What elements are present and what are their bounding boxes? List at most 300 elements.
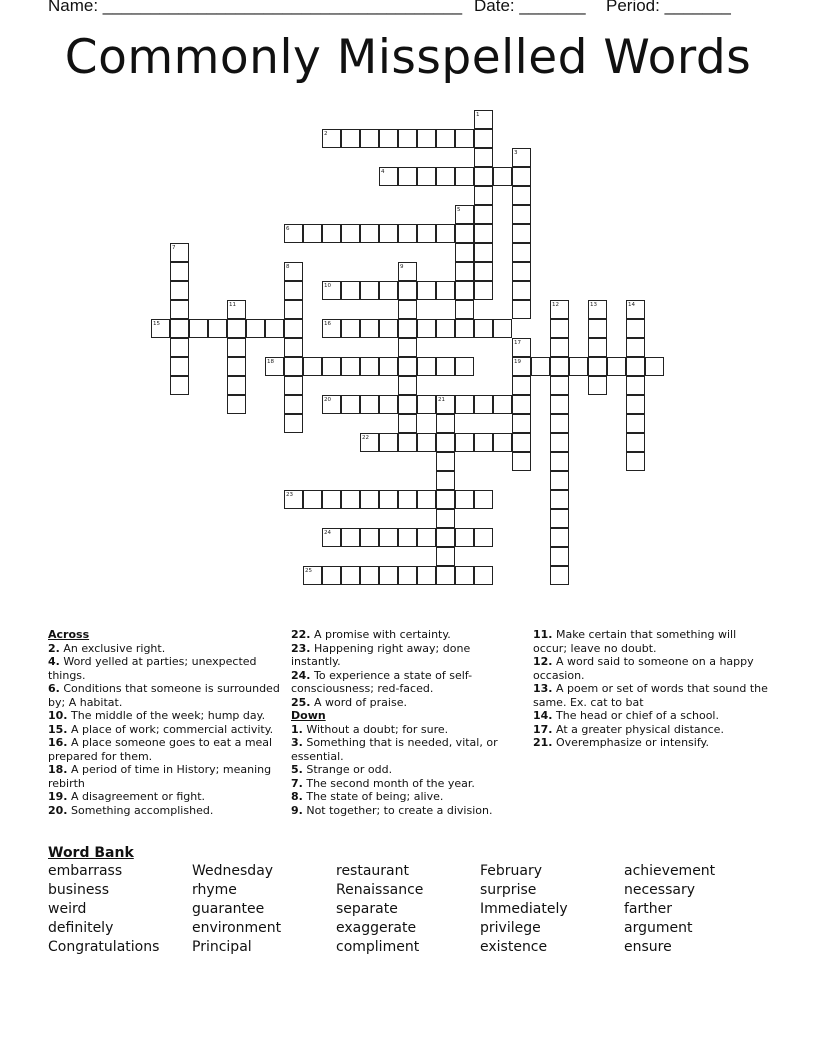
- clue: [291, 790, 521, 804]
- name-field[interactable]: Name: ______________________________________: [48, 0, 463, 15]
- grid-cell[interactable]: [436, 281, 455, 300]
- clue-number: 11: [229, 302, 236, 308]
- grid-cell[interactable]: [398, 167, 417, 186]
- grid-cell[interactable]: [512, 376, 531, 395]
- word-bank-word: achievement: [624, 863, 716, 879]
- grid-cell[interactable]: [550, 566, 569, 585]
- grid-cell[interactable]: [512, 224, 531, 243]
- clue: [533, 628, 769, 655]
- clue-number: 21: [438, 397, 445, 403]
- clue-number-label: 11.: [533, 628, 553, 641]
- grid-cell[interactable]: [550, 395, 569, 414]
- grid-cell[interactable]: [398, 433, 417, 452]
- clue-number-label: 18.: [48, 763, 68, 776]
- grid-cell[interactable]: [284, 395, 303, 414]
- grid-cell[interactable]: [474, 566, 493, 585]
- clue: [533, 736, 769, 750]
- clue-text: Make certain that something will occur; leave no doubt.: [533, 628, 737, 655]
- grid-cell[interactable]: [455, 281, 474, 300]
- grid-cell[interactable]: [626, 433, 645, 452]
- grid-cell[interactable]: [360, 281, 379, 300]
- grid-cell[interactable]: [626, 452, 645, 471]
- grid-cell[interactable]: [436, 319, 455, 338]
- clue-text: Something accomplished.: [71, 803, 214, 817]
- grid-cell[interactable]: [512, 205, 531, 224]
- clue-number-label: 13.: [533, 682, 553, 695]
- grid-cell[interactable]: [588, 376, 607, 395]
- word-bank-word: compliment: [336, 939, 420, 955]
- clue-number: 8: [286, 264, 290, 270]
- grid-cell[interactable]: [417, 281, 436, 300]
- grid-cell[interactable]: [284, 281, 303, 300]
- grid-cell[interactable]: [379, 490, 398, 509]
- grid-cell[interactable]: [436, 509, 455, 528]
- grid-cell[interactable]: [322, 490, 341, 509]
- clue-number-label: 6.: [48, 682, 60, 695]
- grid-cell[interactable]: [227, 376, 246, 395]
- word-bank-word: February: [480, 863, 543, 879]
- clue-text: The head or chief of a school.: [556, 709, 719, 722]
- grid-cell[interactable]: [398, 129, 417, 148]
- grid-cell[interactable]: [436, 471, 455, 490]
- grid-cell[interactable]: [360, 357, 379, 376]
- grid-cell[interactable]: [417, 566, 436, 585]
- grid-cell[interactable]: [322, 224, 341, 243]
- grid-cell[interactable]: [360, 395, 379, 414]
- grid-cell[interactable]: [626, 357, 645, 376]
- grid-cell[interactable]: [398, 357, 417, 376]
- grid-cell[interactable]: [550, 490, 569, 509]
- clue-number: 24: [324, 530, 331, 536]
- clue-text: A word said to someone on a happy occasion.: [533, 655, 754, 682]
- clue-number: 1: [476, 112, 480, 118]
- grid-cell[interactable]: [512, 186, 531, 205]
- grid-cell[interactable]: [588, 338, 607, 357]
- clue-text: A word of praise.: [314, 695, 407, 709]
- clue: [291, 723, 521, 737]
- clue-number-label: 24.: [291, 668, 311, 682]
- grid-cell[interactable]: [493, 319, 512, 338]
- grid-cell[interactable]: [322, 357, 341, 376]
- grid-cell[interactable]: [474, 129, 493, 148]
- clue: [48, 804, 280, 818]
- clue-text: Strange or odd.: [306, 763, 393, 776]
- clue-number: 6: [286, 226, 290, 232]
- grid-cell[interactable]: [170, 357, 189, 376]
- word-bank-word: necessary: [624, 882, 696, 898]
- clue-text: Overemphasize or intensify.: [556, 736, 709, 749]
- clue-number: 13: [590, 302, 597, 308]
- grid-cell[interactable]: [436, 490, 455, 509]
- grid-cell[interactable]: [474, 319, 493, 338]
- grid-cell[interactable]: [455, 224, 474, 243]
- clue-number-label: 17.: [533, 722, 553, 736]
- grid-cell[interactable]: [455, 528, 474, 547]
- clue-number: 4: [381, 169, 385, 175]
- grid-cell[interactable]: [436, 433, 455, 452]
- word-bank-word: surprise: [480, 882, 537, 898]
- grid-cell[interactable]: [398, 490, 417, 509]
- clue-text: Something that is needed, vital, or essential.: [291, 736, 498, 763]
- grid-cell[interactable]: [436, 224, 455, 243]
- grid-cell[interactable]: [436, 547, 455, 566]
- clue-number: 18: [267, 359, 274, 365]
- grid-cell[interactable]: [455, 433, 474, 452]
- grid-cell[interactable]: [455, 243, 474, 262]
- grid-cell[interactable]: [626, 414, 645, 433]
- down-heading: Down: [291, 709, 326, 722]
- grid-cell[interactable]: [170, 300, 189, 319]
- grid-cell[interactable]: [588, 319, 607, 338]
- across-clue-list-continued: [291, 628, 521, 709]
- clue: [291, 696, 521, 710]
- grid-cell[interactable]: [436, 129, 455, 148]
- clue-text: The middle of the week; hump day.: [71, 709, 266, 722]
- grid-cell[interactable]: [436, 357, 455, 376]
- grid-cell[interactable]: [341, 357, 360, 376]
- clue-text: A period of time in History; meaning rebirth: [48, 763, 272, 790]
- grid-cell[interactable]: [512, 414, 531, 433]
- grid-cell[interactable]: [170, 376, 189, 395]
- grid-cell[interactable]: [436, 414, 455, 433]
- grid-cell[interactable]: [474, 148, 493, 167]
- clue: [48, 736, 280, 763]
- clue: [48, 723, 280, 737]
- grid-cell[interactable]: [417, 357, 436, 376]
- grid-cell[interactable]: [265, 319, 284, 338]
- clue-text: Happening right away; done instantly.: [291, 641, 471, 668]
- clue: [48, 655, 280, 682]
- clue-number: 15: [153, 321, 160, 327]
- word-bank-word: exaggerate: [336, 920, 417, 936]
- word-bank-word: ensure: [624, 939, 672, 955]
- grid-cell[interactable]: [398, 414, 417, 433]
- grid-cell[interactable]: [417, 395, 436, 414]
- grid-cell[interactable]: [455, 167, 474, 186]
- grid-cell[interactable]: [227, 357, 246, 376]
- word-bank-word: weird: [48, 901, 87, 917]
- clue: [291, 736, 521, 763]
- grid-cell[interactable]: [455, 395, 474, 414]
- word-bank-word: Renaissance: [336, 882, 424, 898]
- grid-cell[interactable]: [493, 167, 512, 186]
- grid-cell[interactable]: [379, 281, 398, 300]
- grid-cell[interactable]: [512, 300, 531, 319]
- grid-cell[interactable]: [569, 357, 588, 376]
- grid-cell[interactable]: [398, 528, 417, 547]
- grid-cell[interactable]: [379, 319, 398, 338]
- clue-text: A poem or set of words that sound the same. Ex. cat to bat: [533, 682, 768, 709]
- grid-cell[interactable]: [474, 262, 493, 281]
- grid-cell[interactable]: [474, 167, 493, 186]
- grid-cell[interactable]: [379, 528, 398, 547]
- clue-number-label: 15.: [48, 722, 68, 736]
- grid-cell[interactable]: [512, 262, 531, 281]
- grid-cell[interactable]: [512, 395, 531, 414]
- date-field[interactable]: Date: _______: [474, 0, 586, 15]
- clue-number-label: 8.: [291, 790, 303, 803]
- clue-number-label: 20.: [48, 803, 68, 817]
- grid-cell[interactable]: [284, 319, 303, 338]
- grid-cell[interactable]: [474, 224, 493, 243]
- word-bank-word: argument: [624, 920, 693, 936]
- grid-cell[interactable]: [398, 281, 417, 300]
- word-bank-column: [48, 862, 159, 957]
- clue-number: 7: [172, 245, 176, 251]
- grid-cell[interactable]: [645, 357, 664, 376]
- grid-cell[interactable]: [493, 395, 512, 414]
- grid-cell[interactable]: [626, 376, 645, 395]
- clue-number: 16: [324, 321, 331, 327]
- grid-cell[interactable]: [360, 528, 379, 547]
- grid-cell[interactable]: [474, 186, 493, 205]
- grid-cell[interactable]: [417, 224, 436, 243]
- clue-text: The second month of the year.: [306, 776, 475, 790]
- grid-cell[interactable]: [550, 319, 569, 338]
- clue-column-2: [291, 628, 521, 817]
- across-heading: Across: [48, 628, 90, 641]
- grid-cell[interactable]: [398, 566, 417, 585]
- grid-cell[interactable]: [322, 566, 341, 585]
- grid-cell[interactable]: [170, 338, 189, 357]
- grid-cell[interactable]: [417, 319, 436, 338]
- grid-cell[interactable]: [531, 357, 550, 376]
- grid-cell[interactable]: [227, 395, 246, 414]
- word-bank-word: Wednesday: [192, 863, 274, 879]
- clue-text: The state of being; alive.: [306, 790, 444, 803]
- clue-number-label: 14.: [533, 709, 553, 722]
- clue-number: 9: [400, 264, 404, 270]
- grid-cell[interactable]: [626, 395, 645, 414]
- grid-cell[interactable]: [512, 167, 531, 186]
- grid-cell[interactable]: [417, 167, 436, 186]
- grid-cell[interactable]: [550, 338, 569, 357]
- clue: [48, 763, 280, 790]
- grid-cell[interactable]: [379, 395, 398, 414]
- across-clue-list: [48, 642, 280, 818]
- clue: [48, 709, 280, 723]
- clue-number: 3: [514, 150, 518, 156]
- grid-cell[interactable]: [284, 414, 303, 433]
- clue: [48, 790, 280, 804]
- grid-cell[interactable]: [398, 376, 417, 395]
- clue-text: A place of work; commercial activity.: [71, 722, 274, 736]
- grid-cell[interactable]: [455, 490, 474, 509]
- grid-cell[interactable]: [341, 490, 360, 509]
- clue-number-label: 1.: [291, 722, 303, 736]
- grid-cell[interactable]: [284, 300, 303, 319]
- grid-cell[interactable]: [360, 224, 379, 243]
- word-bank-word: farther: [624, 901, 672, 917]
- clue-text: To experience a state of self-consciousness; red-faced.: [291, 668, 473, 695]
- clue: [533, 709, 769, 723]
- grid-cell[interactable]: [550, 414, 569, 433]
- clue-number-label: 7.: [291, 776, 303, 790]
- clue-text: Without a doubt; for sure.: [306, 722, 449, 736]
- clue: [533, 682, 769, 709]
- grid-cell[interactable]: [550, 452, 569, 471]
- grid-cell[interactable]: [379, 224, 398, 243]
- word-bank-word: guarantee: [192, 901, 265, 917]
- clue-text: A promise with certainty.: [314, 628, 451, 641]
- clue-number: 20: [324, 397, 331, 403]
- grid-cell[interactable]: [550, 357, 569, 376]
- clue-number-label: 3.: [291, 736, 303, 749]
- grid-cell[interactable]: [208, 319, 227, 338]
- clue-number: 2: [324, 131, 328, 137]
- grid-cell[interactable]: [626, 338, 645, 357]
- grid-cell[interactable]: [455, 566, 474, 585]
- grid-cell[interactable]: [417, 433, 436, 452]
- grid-cell[interactable]: [455, 300, 474, 319]
- grid-cell[interactable]: [360, 129, 379, 148]
- clue-number: 22: [362, 435, 369, 441]
- grid-cell[interactable]: [455, 357, 474, 376]
- clue-number-label: 21.: [533, 736, 553, 749]
- clue-number-label: 10.: [48, 709, 68, 722]
- word-bank-word: definitely: [48, 920, 114, 936]
- grid-cell[interactable]: [398, 395, 417, 414]
- clue-number: 10: [324, 283, 331, 289]
- grid-cell[interactable]: [341, 395, 360, 414]
- grid-cell[interactable]: [341, 528, 360, 547]
- grid-cell[interactable]: [550, 433, 569, 452]
- clue-number-label: 2.: [48, 641, 60, 655]
- grid-cell[interactable]: [550, 509, 569, 528]
- clue-number-label: 12.: [533, 655, 553, 668]
- clue-number: 19: [514, 359, 521, 365]
- grid-cell[interactable]: [436, 167, 455, 186]
- clue: [291, 763, 521, 777]
- clue: [533, 655, 769, 682]
- clue-text: Word yelled at parties; unexpected things.: [48, 655, 257, 682]
- grid-cell[interactable]: [550, 528, 569, 547]
- word-bank-column: [480, 862, 568, 957]
- word-bank-word: environment: [192, 920, 282, 936]
- grid-cell[interactable]: [417, 490, 436, 509]
- grid-cell[interactable]: [417, 528, 436, 547]
- grid-cell[interactable]: [455, 262, 474, 281]
- grid-cell[interactable]: [550, 471, 569, 490]
- grid-cell[interactable]: [474, 205, 493, 224]
- grid-cell[interactable]: [398, 319, 417, 338]
- grid-cell[interactable]: [436, 452, 455, 471]
- grid-cell[interactable]: [512, 433, 531, 452]
- grid-cell[interactable]: [303, 490, 322, 509]
- word-bank-column: [192, 862, 281, 957]
- grid-cell[interactable]: [607, 357, 626, 376]
- grid-cell[interactable]: [455, 129, 474, 148]
- grid-cell[interactable]: [341, 319, 360, 338]
- grid-cell[interactable]: [474, 281, 493, 300]
- grid-cell[interactable]: [284, 376, 303, 395]
- grid-cell[interactable]: [474, 395, 493, 414]
- grid-cell[interactable]: [341, 281, 360, 300]
- grid-cell[interactable]: [512, 281, 531, 300]
- word-bank-column: [624, 862, 715, 957]
- grid-cell[interactable]: [227, 319, 246, 338]
- clue-number-label: 4.: [48, 655, 60, 668]
- clue-text: Not together; to create a division.: [306, 803, 493, 817]
- clue: [48, 642, 280, 656]
- clue-number: 12: [552, 302, 559, 308]
- word-bank-word: restaurant: [336, 863, 409, 879]
- clue: [291, 669, 521, 696]
- grid-cell[interactable]: [436, 528, 455, 547]
- clue-text: A place someone goes to eat a meal prepared for them.: [48, 736, 273, 763]
- grid-cell[interactable]: [379, 357, 398, 376]
- grid-cell[interactable]: [189, 319, 208, 338]
- grid-cell[interactable]: [512, 243, 531, 262]
- grid-cell[interactable]: [455, 319, 474, 338]
- grid-cell[interactable]: [341, 224, 360, 243]
- grid-cell[interactable]: [360, 566, 379, 585]
- grid-cell[interactable]: [284, 357, 303, 376]
- grid-cell[interactable]: [303, 357, 322, 376]
- clue-number-label: 25.: [291, 695, 311, 709]
- grid-cell[interactable]: [360, 490, 379, 509]
- word-bank-word: rhyme: [192, 882, 237, 898]
- grid-cell[interactable]: [227, 338, 246, 357]
- period-field[interactable]: Period: _______: [606, 0, 731, 15]
- grid-cell[interactable]: [512, 452, 531, 471]
- word-bank-word: Immediately: [480, 901, 568, 917]
- grid-cell[interactable]: [436, 566, 455, 585]
- grid-cell[interactable]: [493, 433, 512, 452]
- clue: [291, 777, 521, 791]
- clue-number: 17: [514, 340, 521, 346]
- grid-cell[interactable]: [474, 433, 493, 452]
- grid-cell[interactable]: [379, 433, 398, 452]
- clue-number-label: 16.: [48, 736, 68, 749]
- grid-cell[interactable]: [474, 490, 493, 509]
- grid-cell[interactable]: [398, 300, 417, 319]
- grid-cell[interactable]: [398, 338, 417, 357]
- grid-cell[interactable]: [379, 129, 398, 148]
- grid-cell[interactable]: [474, 243, 493, 262]
- grid-cell[interactable]: [170, 262, 189, 281]
- clue-column-1: [48, 628, 280, 817]
- grid-cell[interactable]: [550, 547, 569, 566]
- grid-cell[interactable]: [474, 528, 493, 547]
- clue-number: 23: [286, 492, 293, 498]
- word-bank-word: embarrass: [48, 863, 123, 879]
- grid-cell[interactable]: [246, 319, 265, 338]
- grid-cell[interactable]: [398, 224, 417, 243]
- grid-cell[interactable]: [284, 338, 303, 357]
- grid-cell[interactable]: [170, 319, 189, 338]
- clue-number: 25: [305, 568, 312, 574]
- page-title: Commonly Misspelled Words: [64, 30, 752, 85]
- word-bank-word: business: [48, 882, 110, 898]
- clue-text: A disagreement or fight.: [71, 790, 206, 803]
- down-clue-list-continued: [533, 628, 769, 750]
- grid-cell[interactable]: [170, 281, 189, 300]
- clue: [291, 628, 521, 642]
- clue-number-label: 22.: [291, 628, 311, 641]
- grid-cell[interactable]: [588, 357, 607, 376]
- grid-cell[interactable]: [303, 224, 322, 243]
- grid-cell[interactable]: [550, 376, 569, 395]
- grid-cell[interactable]: [379, 566, 398, 585]
- grid-cell[interactable]: [341, 566, 360, 585]
- grid-cell[interactable]: [626, 319, 645, 338]
- grid-cell[interactable]: [341, 129, 360, 148]
- clue-number-label: 23.: [291, 641, 311, 655]
- clue: [291, 804, 521, 818]
- grid-cell[interactable]: [360, 319, 379, 338]
- grid-cell[interactable]: [417, 129, 436, 148]
